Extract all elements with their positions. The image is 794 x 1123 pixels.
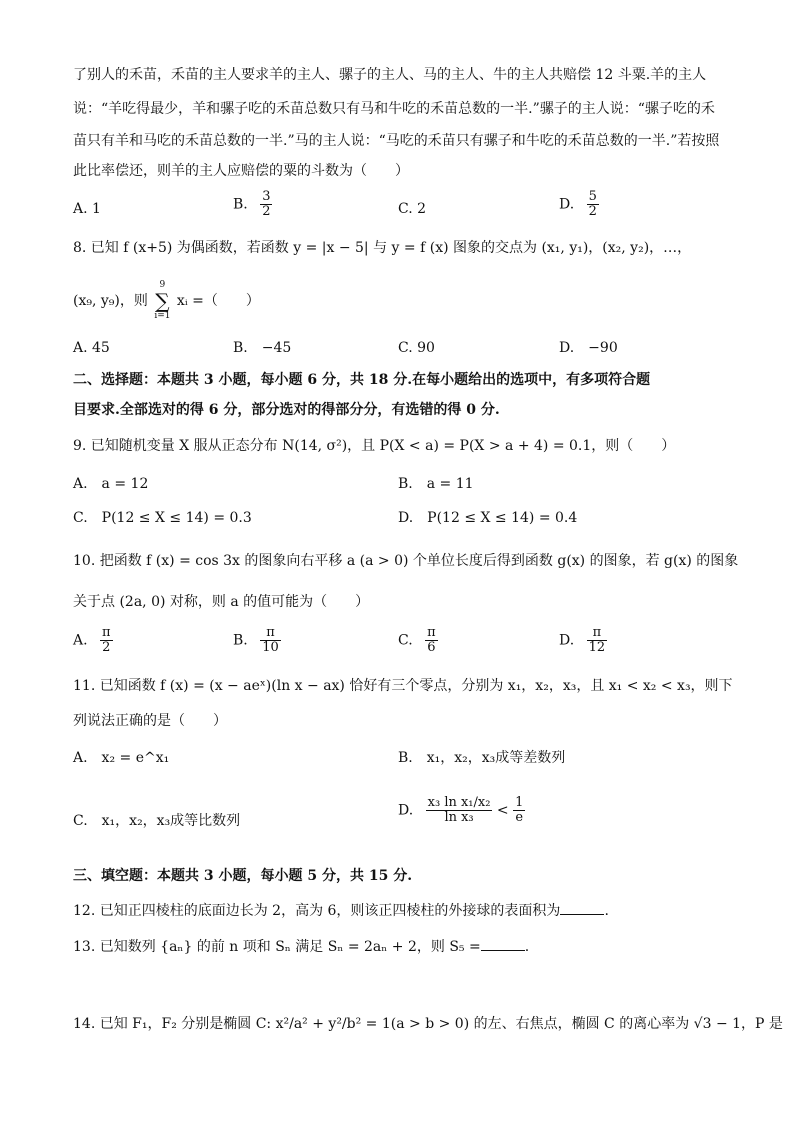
q7-option-c: C. 2 bbox=[398, 201, 427, 217]
q14: 14. 已知 F₁，F₂ 分别是椭圆 C: x²/a² + y²/b² = 1(a > b > 0) 的左、右焦点，椭圆 C 的离心率为 √3 − 1，P 是 bbox=[73, 1016, 783, 1032]
q7-option-a: A. 1 bbox=[73, 201, 101, 217]
q10-line1: 10. 把函数 f (x) = cos 3x 的图象向右平移 a (a > 0) 个单位长度后得到函数 g(x) 的图象，若 g(x) 的图象 bbox=[73, 553, 739, 569]
q9-stem: 9. 已知随机变量 X 服从正态分布 N(14, σ²)，且 P(X < a) = P(X > a + 4) = 0.1，则（ ） bbox=[73, 438, 676, 454]
q7-line1: 了别人的禾苗，禾苗的主人要求羊的主人、骡子的主人、马的主人、牛的主人共赔偿 12 斗粟.羊的主人 bbox=[73, 67, 707, 83]
q9-option-d: D. P(12 ≤ X ≤ 14) = 0.4 bbox=[398, 510, 578, 526]
q11-option-b: B. x₁，x₂，x₃成等差数列 bbox=[398, 750, 566, 766]
q13: 13. 已知数列 {aₙ} 的前 n 项和 Sₙ 满足 Sₙ = 2aₙ + 2，则 S₅ = . bbox=[73, 936, 529, 957]
q11-line2: 列说法正确的是（ ） bbox=[73, 713, 227, 729]
q7-line2: 说：“羊吃得最少，羊和骡子吃的禾苗总数只有马和牛吃的禾苗总数的一半.”骡子的主人说：“骡子吃的禾 bbox=[73, 101, 715, 117]
q9-option-b: B. a = 11 bbox=[398, 476, 474, 492]
q11-option-d: D. $\frac{\text{x₃ ln x₁/x₂}}{\text{ln x₃}}$ < $\frac{1}{e}$ bbox=[398, 795, 524, 825]
q10-option-d: D. $\frac{\pi}{12}$ bbox=[559, 625, 606, 655]
q9-option-a: A. a = 12 bbox=[73, 476, 149, 492]
q11-option-c: C. x₁，x₂，x₃成等比数列 bbox=[73, 813, 241, 829]
q8-option-b: B. −45 bbox=[233, 340, 292, 356]
q12: 12. 已知正四棱柱的底面边长为 2，高为 6，则该正四棱柱的外接球的表面积为 . bbox=[73, 900, 609, 921]
answer-blank bbox=[560, 900, 604, 915]
section3-heading: 三、填空题：本题共 3 小题，每小题 5 分，共 15 分. bbox=[73, 868, 413, 884]
answer-blank bbox=[481, 936, 525, 951]
q8-option-d: D. −90 bbox=[559, 340, 618, 356]
q8-option-c: C. 90 bbox=[398, 340, 435, 356]
q11-option-a: A. x₂ = e^x₁ bbox=[73, 750, 170, 766]
q10-option-a: A. $\frac{\pi}{2}$ bbox=[73, 625, 111, 655]
q10-option-c: C. $\frac{\pi}{6}$ bbox=[398, 625, 436, 655]
q7-line4: 此比率偿还，则羊的主人应赔偿的粟的斗数为（ ） bbox=[73, 163, 409, 179]
q7-option-b: B. $\frac{3}{2}$ bbox=[233, 189, 271, 219]
section2-heading-line1: 二、选择题：本题共 3 小题，每小题 6 分，共 18 分.在每小题给出的选项中，有多项符合题 bbox=[73, 372, 651, 388]
q9-option-c: C. P(12 ≤ X ≤ 14) = 0.3 bbox=[73, 510, 252, 526]
q8-line1: 8. 已知 f (x+5) 为偶函数，若函数 y = |x − 5| 与 y = f (x) 图象的交点为 (x₁, y₁)，(x₂, y₂)，…， bbox=[73, 240, 692, 256]
section2-heading-line2: 目要求.全部选对的得 6 分，部分选对的得部分分，有选错的得 0 分. bbox=[73, 402, 500, 418]
q10-line2: 关于点 (2a, 0) 对称，则 a 的值可能为（ ） bbox=[73, 594, 370, 610]
q11-line1: 11. 已知函数 f (x) = (x − aeˣ)(ln x − ax) 恰好有三个零点，分别为 x₁，x₂，x₃，且 x₁ < x₂ < x₃，则下 bbox=[73, 678, 733, 694]
q10-option-b: B. $\frac{\pi}{10}$ bbox=[233, 625, 279, 655]
q7-option-d: D. $\frac{5}{2}$ bbox=[559, 189, 597, 219]
q8-option-a: A. 45 bbox=[73, 340, 110, 356]
q7-line3: 苗只有羊和马吃的禾苗总数的一半.”马的主人说：“马吃的禾苗只有骡子和牛吃的禾苗总数的一半.”若按照 bbox=[73, 133, 720, 149]
q8-line2: (x₉, y₉)，则 9 ∑ i=1 xᵢ =（ ） bbox=[73, 280, 260, 321]
